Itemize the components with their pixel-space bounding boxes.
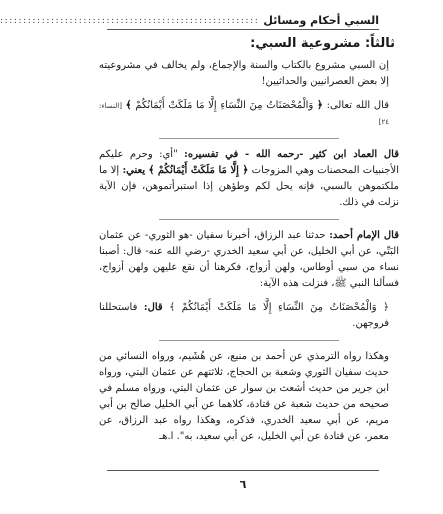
intro-paragraph: إن السبي مشروع بالكتاب والسنة والإجماع، ولم يخالف في مشروعيته إلا بعض العصرانيين والحداثيين! (99, 60, 389, 87)
footer-rule (107, 470, 379, 471)
imam-ahmad-speaker: قال الإمام أحمد: (329, 230, 399, 241)
quran-open-brace: ﴿ (317, 100, 323, 111)
quran-verse: وَالْمُحْصَنَاتُ مِنَ النِّسَاءِ إِلَّا مَا مَلَكَتْ أَيْمَانُكُمْ (135, 100, 314, 111)
imam-ahmad-qala: قال: (143, 302, 163, 313)
section-heading: ثالثاً: مشروعية السبي: (250, 36, 395, 51)
quran-label: قال الله تعالى: (326, 100, 389, 111)
separator-3 (159, 340, 339, 341)
quran-reference: [النساء: ٢٤] (99, 102, 389, 126)
header-title: السبي أحكام ومسائل (263, 14, 379, 27)
imam-ahmad-verse-line (99, 300, 399, 332)
separator-2 (159, 219, 339, 220)
separator-1 (159, 138, 339, 139)
ibn-kathir-text-2: إلا ما ملكتموهن بالسبي، فإنه يحل لكم وطؤهن إذا استبرأتموهن، فإن الآية نزلت في ذلك. (99, 165, 399, 208)
page-content (99, 30, 399, 453)
ibn-kathir-speaker: قال العماد ابن كثير -رحمه الله - في تفسيره: (184, 149, 399, 160)
ibn-kathir-paragraph (99, 147, 399, 211)
imam-ahmad-text-1: حدثنا عبد الرزاق، أخبرنا سفيان -هو الثوري- عن عثمان البَتّي، عن أبي الخليل، عن أبي سعيد الخدري -رضي الله عنه- قال: أصبنا نساء من سبي أوطاس، ولهن أزواج، فكرهنا أن نقع عليهن ولهن أزواج، فسألنا النبي ﷺ، فنزلت هذه الآية: (99, 230, 399, 289)
running-header (0, 8, 379, 30)
imam-ahmad-verse: ﴿ وَالْمُحْصَنَاتُ مِنَ النِّسَاءِ إِلَّا مَا مَلَكَتْ أَيْمَانُكُمْ ﴾ (169, 302, 390, 313)
ibn-kathir-yaani: يعني: (122, 165, 146, 176)
imam-ahmad-text-2: فاستحللنا فروجهن. (99, 302, 389, 329)
quran-close-brace: ﴾ (125, 100, 132, 111)
page-number: ٦ (239, 478, 247, 491)
header-dots: :::::::::::::::::::::::::::::::::::::::::::::::::::::::: (0, 16, 260, 26)
ibn-kathir-verse: ﴿ إِلَّا مَا مَلَكَتْ أَيْمَانُكُمْ ﴾ (148, 165, 249, 176)
takhrij-paragraph: وهكذا رواه الترمذي عن أحمد بن منيع، عن هُشَيم، ورواه النسائي من حديث سفيان الثوري وشعبة بن الحجاج، ثلاثتهم عن عثمان البتي، ورواه ابن جرير من حديث أشعث بن سوار عن عثمان البتي، ورواه مسلم في صحيحه من حديث شعبة عن قتادة، كلاهما عن أبي الخليل صالح بن أبي مريم، عن أبي سعيد الخدري، فذكره، وهكذا رواه عبد الرزاق، عن معمر، عن قتادة عن أبي الخليل، عن أبي سعيد، به". ا.هـ (99, 351, 389, 442)
quran-quote (99, 98, 399, 130)
imam-ahmad-paragraph (99, 228, 399, 292)
ibn-kathir-text-1: "أي: وحرم عليكم الأجنبيات المحصنات وهي المزوجات (99, 149, 399, 176)
